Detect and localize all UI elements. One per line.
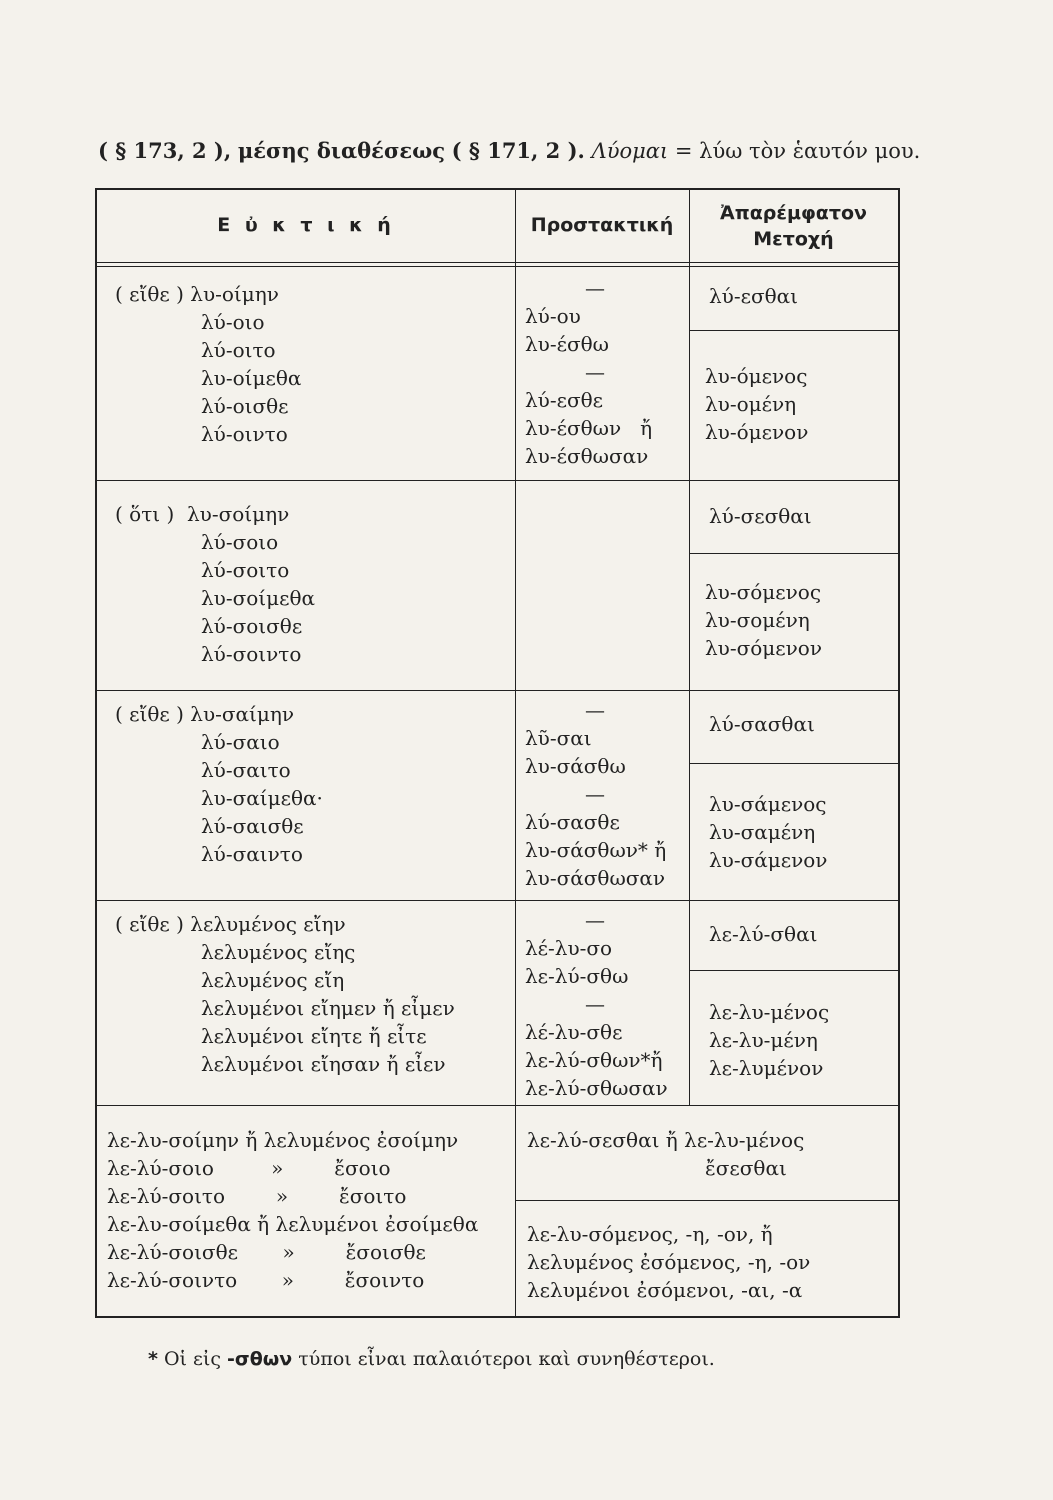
imp-present-2: λύ-ου: [525, 304, 581, 328]
opt-perfect-1: ( εἴθε ) λελυμένος εἴην: [115, 912, 346, 936]
col-header-imperative: Προστακτική: [530, 214, 674, 236]
opt-aorist-1: ( εἴθε ) λυ-σαίμην: [115, 702, 295, 726]
part-future-3: λυ-σόμενον: [705, 636, 823, 660]
part-present-2: λυ-ομένη: [705, 392, 797, 416]
col-divider-3: [515, 1105, 516, 1316]
part-perfect-2: λε-λυ-μένη: [709, 1028, 818, 1052]
opt-present-5: λύ-οισθε: [201, 394, 289, 418]
imp-perfect-6: λε-λύ-σθων*ἤ: [525, 1048, 663, 1072]
col-header-infinitive: Ἀπαρέμφατον: [720, 202, 867, 224]
inf-futperf-1: λε-λύ-σεσθαι ἤ λε-λυ-μένος: [527, 1128, 805, 1152]
imp-perfect-2: λέ-λυ-σο: [525, 936, 613, 960]
col-divider-2: [689, 190, 690, 1105]
opt-futperf-3: λε-λύ-σοιτο » ἔσοιτο: [107, 1184, 407, 1208]
part-present-3: λυ-όμενον: [705, 420, 809, 444]
col-header-participle: Μετοχή: [753, 228, 834, 250]
imp-perfect-1: —: [585, 908, 605, 932]
opt-present-3: λύ-οιτο: [201, 338, 276, 362]
opt-perfect-4: λελυμένοι εἴημεν ἤ εἶμεν: [201, 996, 455, 1020]
imp-present-1: —: [585, 276, 605, 300]
opt-present-2: λύ-οιο: [201, 310, 265, 334]
section-rule-2: [97, 690, 898, 691]
opt-futperf-5: λε-λύ-σοισθε » ἔσοισθε: [107, 1240, 426, 1264]
part-futperf-2: λελυμένος ἐσόμενος, -η, -ον: [527, 1250, 811, 1274]
header-gloss: = λύω τὸν ἑαυτόν μου.: [674, 139, 921, 163]
imp-aorist-3: λυ-σάσθω: [525, 754, 626, 778]
imp-aorist-5: λύ-σασθε: [525, 810, 620, 834]
imp-present-3: λυ-έσθω: [525, 332, 609, 356]
sub-rule-4: [689, 970, 898, 971]
imp-aorist-2: λῦ-σαι: [525, 726, 592, 750]
opt-future-2: λύ-σοιο: [201, 530, 279, 554]
sub-rule-1: [689, 330, 898, 331]
part-future-1: λυ-σόμενος: [705, 580, 822, 604]
opt-aorist-2: λύ-σαιο: [201, 730, 280, 754]
opt-perfect-6: λελυμένοι εἴησαν ἤ εἶεν: [201, 1052, 446, 1076]
opt-present-1: ( εἴθε ) λυ-οίμην: [115, 282, 279, 306]
part-futperf-1: λε-λυ-σόμενος, -η, -ον, ἤ: [527, 1222, 773, 1246]
footnote: [148, 1348, 715, 1370]
footnote-star: *: [148, 1348, 158, 1370]
opt-aorist-6: λύ-σαιντο: [201, 842, 303, 866]
opt-future-6: λύ-σοιντο: [201, 642, 302, 666]
imp-perfect-7: λε-λύ-σθωσαν: [525, 1076, 668, 1100]
footnote-text-2: τύποι εἶναι παλαιότεροι καὶ συνηθέστεροι.: [298, 1348, 715, 1370]
opt-future-1: ( ὅτι ) λυ-σοίμην: [115, 502, 290, 526]
opt-aorist-4: λυ-σαίμεθα·: [201, 786, 323, 810]
part-future-2: λυ-σομένη: [705, 608, 810, 632]
header-ref-2: ( § 171, 2 ).: [451, 138, 585, 163]
imp-present-5: λύ-εσθε: [525, 388, 604, 412]
section-rule-4: [97, 1105, 898, 1106]
section-rule-3: [97, 900, 898, 901]
imp-perfect-3: λε-λύ-σθω: [525, 964, 629, 988]
imp-present-7: λυ-έσθωσαν: [525, 444, 649, 468]
opt-future-4: λυ-σοίμεθα: [201, 586, 316, 610]
part-aorist-2: λυ-σαμένη: [709, 820, 816, 844]
inf-perfect: λε-λύ-σθαι: [709, 922, 818, 946]
imp-aorist-1: —: [585, 698, 605, 722]
opt-aorist-3: λύ-σαιτο: [201, 758, 291, 782]
sub-rule-3: [689, 763, 898, 764]
opt-futperf-1: λε-λυ-σοίμην ἤ λελυμένος ἐσοίμην: [107, 1128, 459, 1152]
footnote-ending: -σθων: [227, 1348, 293, 1370]
inf-aorist: λύ-σασθαι: [709, 712, 815, 736]
imp-aorist-7: λυ-σάσθωσαν: [525, 866, 666, 890]
imp-perfect-5: λέ-λυ-σθε: [525, 1020, 623, 1044]
part-perfect-3: λε-λυμένον: [709, 1056, 824, 1080]
inf-futperf-2: ἔσεσθαι: [705, 1156, 787, 1180]
opt-present-4: λυ-οίμεθα: [201, 366, 302, 390]
part-aorist-1: λυ-σάμενος: [709, 792, 827, 816]
section-rule-1: [97, 480, 898, 481]
imp-perfect-4: —: [585, 992, 605, 1016]
opt-aorist-5: λύ-σαισθε: [201, 814, 304, 838]
conjugation-table: [95, 188, 900, 1318]
opt-perfect-3: λελυμένος εἴη: [201, 968, 345, 992]
imp-aorist-4: —: [585, 782, 605, 806]
opt-perfect-2: λελυμένος εἴης: [201, 940, 356, 964]
header-ref-1: ( § 173, 2 ),: [98, 138, 232, 163]
col-divider-1: [515, 190, 516, 1105]
inf-future: λύ-σεσθαι: [709, 504, 812, 528]
opt-present-6: λύ-οιντο: [201, 422, 288, 446]
sub-rule-2: [689, 553, 898, 554]
sub-rule-5: [515, 1200, 898, 1201]
header-lemma: Λύομαι: [591, 139, 669, 163]
part-perfect-1: λε-λυ-μένος: [709, 1000, 830, 1024]
head-rule-2: [97, 266, 898, 267]
part-aorist-3: λυ-σάμενον: [709, 848, 828, 872]
imp-present-4: —: [585, 360, 605, 384]
footnote-text-1: Οἱ εἰς: [163, 1348, 221, 1370]
inf-present: λύ-εσθαι: [709, 284, 798, 308]
head-rule-1: [97, 262, 898, 263]
opt-futperf-6: λε-λύ-σοιντο » ἔσοιντο: [107, 1268, 425, 1292]
part-present-1: λυ-όμενος: [705, 364, 808, 388]
opt-perfect-5: λελυμένοι εἴητε ἤ εἶτε: [201, 1024, 427, 1048]
opt-futperf-4: λε-λυ-σοίμεθα ἤ λελυμένοι ἐσοίμεθα: [107, 1212, 479, 1236]
col-header-optative: Ε ὐ κ τ ι κ ή: [217, 214, 395, 236]
page-header: [98, 138, 921, 163]
opt-future-3: λύ-σοιτο: [201, 558, 290, 582]
opt-future-5: λύ-σοισθε: [201, 614, 303, 638]
imp-present-6: λυ-έσθων ἤ: [525, 416, 653, 440]
imp-aorist-6: λυ-σάσθων* ἤ: [525, 838, 667, 862]
part-futperf-3: λελυμένοι ἐσόμενοι, -αι, -α: [527, 1278, 803, 1302]
header-voice: μέσης διαθέσεως: [237, 138, 445, 163]
opt-futperf-2: λε-λύ-σοιο » ἔσοιο: [107, 1156, 391, 1180]
